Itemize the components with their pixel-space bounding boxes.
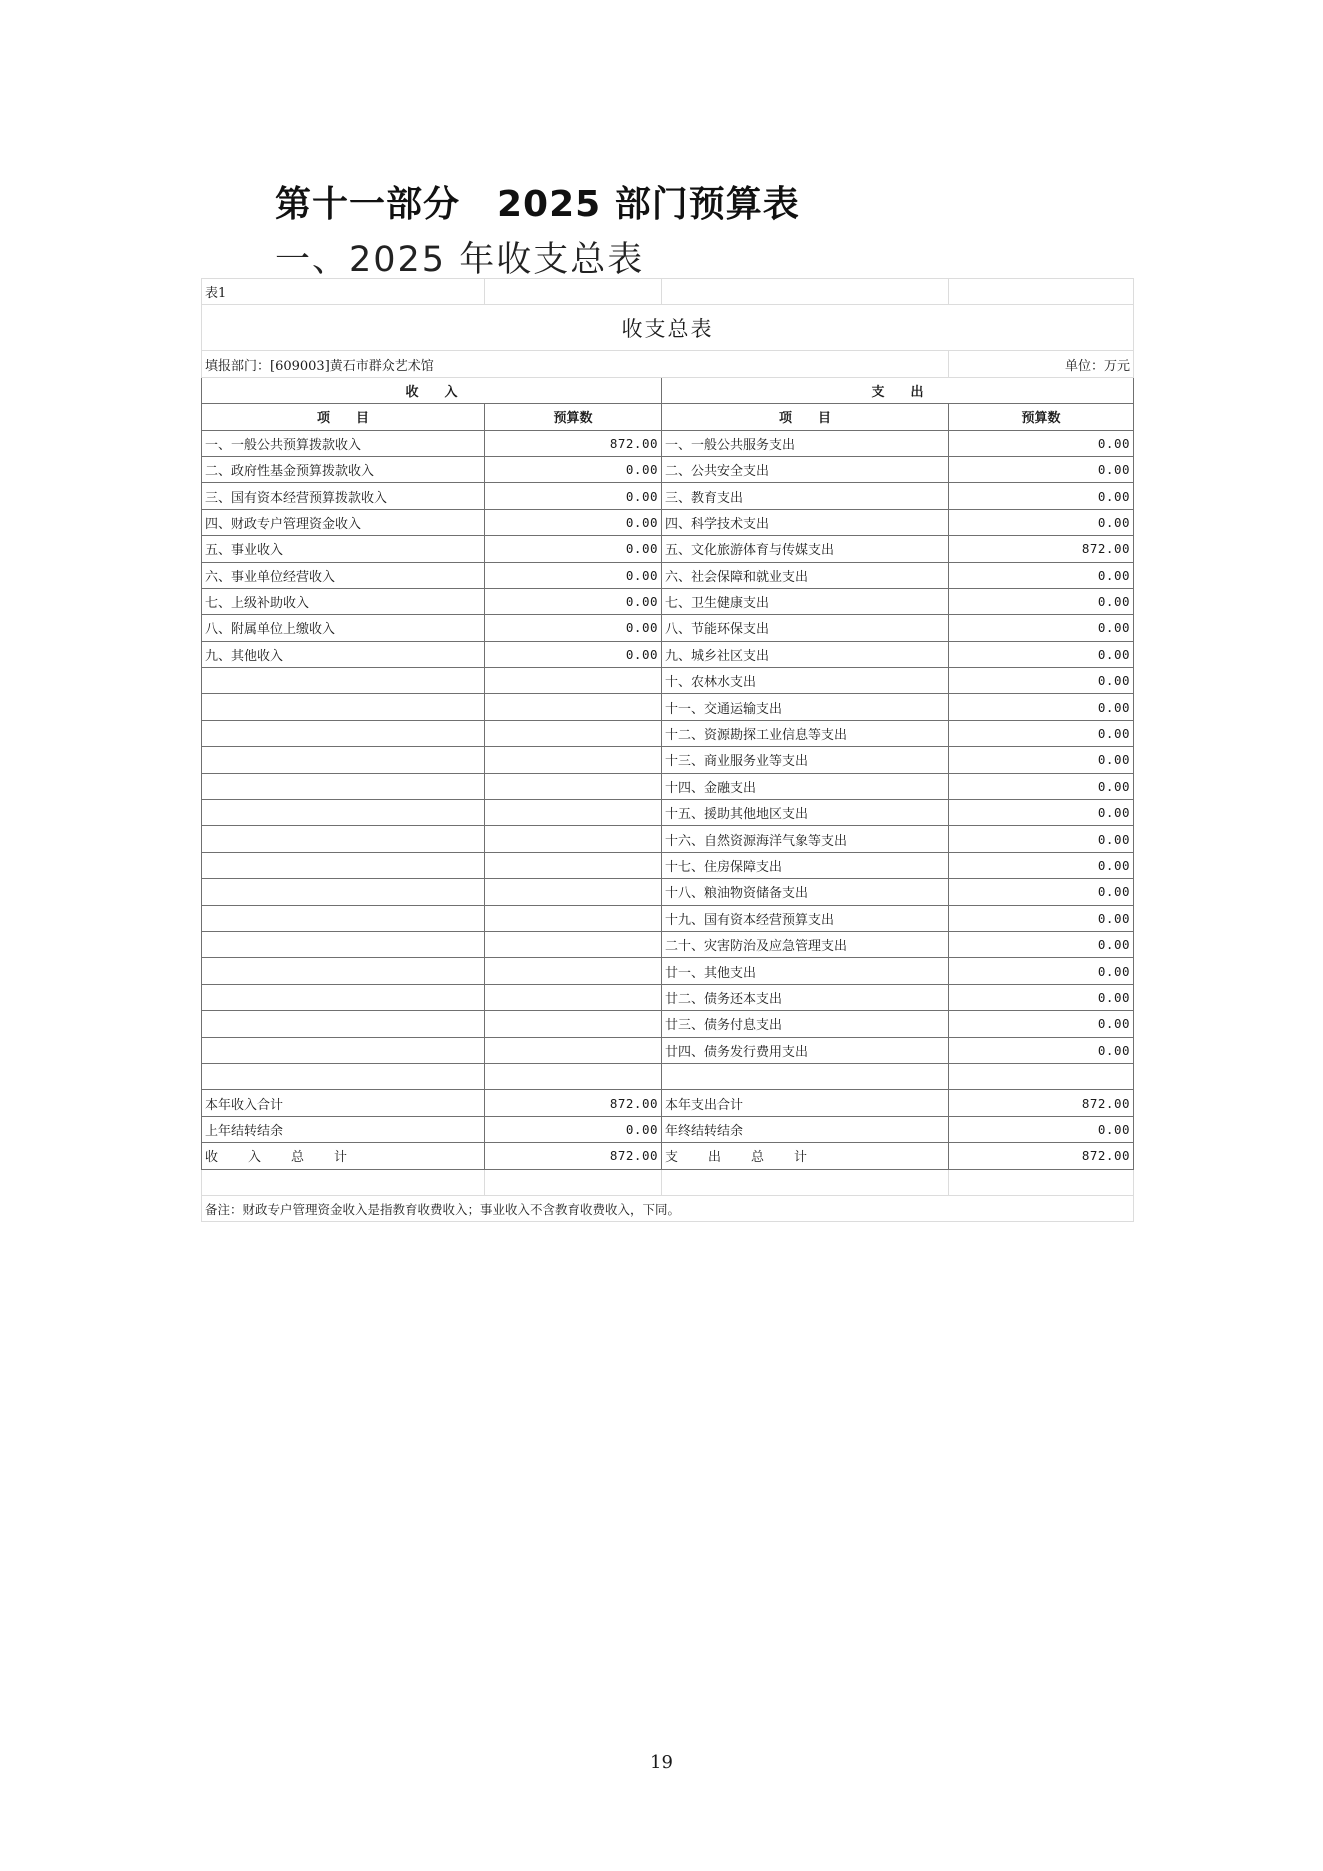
expense-item: 三、教育支出 bbox=[662, 483, 949, 509]
income-item: 九、其他收入 bbox=[202, 641, 485, 667]
income-item bbox=[202, 747, 485, 773]
expense-item: 十二、资源勘探工业信息等支出 bbox=[662, 720, 949, 746]
department-label: 填报部门：[609003]黄石市群众艺术馆 bbox=[202, 351, 949, 377]
expense-item: 廿一、其他支出 bbox=[662, 958, 949, 984]
total-income-value: 872.00 bbox=[485, 1090, 662, 1116]
page-number: 19 bbox=[650, 1752, 673, 1773]
expense-item: 廿三、债务付息支出 bbox=[662, 1011, 949, 1037]
total-expense-label: 支出总计 bbox=[662, 1143, 949, 1169]
income-value: 0.00 bbox=[485, 588, 662, 614]
total-expense-label: 本年支出合计 bbox=[662, 1090, 949, 1116]
expense-item: 十七、住房保障支出 bbox=[662, 852, 949, 878]
expense-value: 0.00 bbox=[949, 879, 1134, 905]
income-item: 六、事业单位经营收入 bbox=[202, 562, 485, 588]
table-row bbox=[202, 430, 1134, 456]
table-row bbox=[202, 931, 1134, 957]
income-item bbox=[202, 668, 485, 694]
expense-item: 十一、交通运输支出 bbox=[662, 694, 949, 720]
income-value bbox=[485, 800, 662, 826]
expense-item: 十九、国有资本经营预算支出 bbox=[662, 905, 949, 931]
table-row bbox=[202, 852, 1134, 878]
total-expense-value: 0.00 bbox=[949, 1116, 1134, 1142]
expense-value bbox=[949, 1063, 1134, 1089]
table-row bbox=[202, 641, 1134, 667]
income-value: 0.00 bbox=[485, 509, 662, 535]
expense-item: 二十、灾害防治及应急管理支出 bbox=[662, 931, 949, 957]
income-value bbox=[485, 1037, 662, 1063]
total-income-label: 收入总计 bbox=[202, 1143, 485, 1169]
expense-value: 0.00 bbox=[949, 456, 1134, 482]
expense-item: 十八、粮油物资储备支出 bbox=[662, 879, 949, 905]
expense-value: 0.00 bbox=[949, 641, 1134, 667]
expense-value: 0.00 bbox=[949, 509, 1134, 535]
expense-value: 0.00 bbox=[949, 430, 1134, 456]
expense-value: 0.00 bbox=[949, 852, 1134, 878]
income-value bbox=[485, 958, 662, 984]
expense-item: 五、文化旅游体育与传媒支出 bbox=[662, 536, 949, 562]
table-row bbox=[202, 747, 1134, 773]
expense-value: 872.00 bbox=[949, 536, 1134, 562]
income-item bbox=[202, 773, 485, 799]
income-item: 八、附属单位上缴收入 bbox=[202, 615, 485, 641]
income-item bbox=[202, 984, 485, 1010]
table-row bbox=[202, 615, 1134, 641]
total-expense-value: 872.00 bbox=[949, 1143, 1134, 1169]
income-item: 四、财政专户管理资金收入 bbox=[202, 509, 485, 535]
note-row bbox=[202, 1195, 1134, 1221]
budget-sheet bbox=[201, 278, 1133, 1222]
income-value: 0.00 bbox=[485, 483, 662, 509]
total-income-label: 本年收入合计 bbox=[202, 1090, 485, 1116]
expense-item: 四、科学技术支出 bbox=[662, 509, 949, 535]
table-row bbox=[202, 984, 1134, 1010]
expense-item: 廿二、债务还本支出 bbox=[662, 984, 949, 1010]
income-item bbox=[202, 1011, 485, 1037]
income-item bbox=[202, 905, 485, 931]
table-row bbox=[202, 1063, 1134, 1089]
income-item: 一、一般公共预算拨款收入 bbox=[202, 430, 485, 456]
income-item bbox=[202, 958, 485, 984]
expense-value: 0.00 bbox=[949, 931, 1134, 957]
expense-item: 十四、金融支出 bbox=[662, 773, 949, 799]
income-value bbox=[485, 931, 662, 957]
income-item: 五、事业收入 bbox=[202, 536, 485, 562]
table-title-row bbox=[202, 305, 1134, 351]
total-income-value: 0.00 bbox=[485, 1116, 662, 1142]
income-value: 0.00 bbox=[485, 562, 662, 588]
income-value: 0.00 bbox=[485, 641, 662, 667]
table-row bbox=[202, 773, 1134, 799]
income-value: 872.00 bbox=[485, 430, 662, 456]
income-section-header: 收 入 bbox=[202, 377, 662, 403]
income-value: 0.00 bbox=[485, 536, 662, 562]
income-item-header: 项 目 bbox=[202, 404, 485, 430]
expense-value: 0.00 bbox=[949, 958, 1134, 984]
section-heading: 一、2025 年收支总表 bbox=[275, 240, 645, 280]
income-item bbox=[202, 852, 485, 878]
expense-item: 二、公共安全支出 bbox=[662, 456, 949, 482]
table-row bbox=[202, 562, 1134, 588]
expense-value: 0.00 bbox=[949, 747, 1134, 773]
total-row bbox=[202, 1116, 1134, 1142]
income-value bbox=[485, 694, 662, 720]
expense-item: 十六、自然资源海洋气象等支出 bbox=[662, 826, 949, 852]
table-row bbox=[202, 694, 1134, 720]
table-row bbox=[202, 1037, 1134, 1063]
income-value bbox=[485, 905, 662, 931]
table-row bbox=[202, 800, 1134, 826]
expense-value: 0.00 bbox=[949, 720, 1134, 746]
income-item: 七、上级补助收入 bbox=[202, 588, 485, 614]
table-row bbox=[202, 483, 1134, 509]
expense-item: 廿四、债务发行费用支出 bbox=[662, 1037, 949, 1063]
income-expense-table bbox=[201, 278, 1134, 1222]
table-row bbox=[202, 879, 1134, 905]
income-value bbox=[485, 879, 662, 905]
expense-item: 六、社会保障和就业支出 bbox=[662, 562, 949, 588]
income-item bbox=[202, 720, 485, 746]
expense-value: 0.00 bbox=[949, 615, 1134, 641]
expense-item: 八、节能环保支出 bbox=[662, 615, 949, 641]
expense-value: 0.00 bbox=[949, 773, 1134, 799]
expense-item: 七、卫生健康支出 bbox=[662, 588, 949, 614]
part-heading: 第十一部分 2025 部门预算表 bbox=[275, 184, 800, 225]
total-row bbox=[202, 1090, 1134, 1116]
income-item bbox=[202, 800, 485, 826]
total-expense-value: 872.00 bbox=[949, 1090, 1134, 1116]
income-value: 0.00 bbox=[485, 456, 662, 482]
income-value bbox=[485, 852, 662, 878]
income-item bbox=[202, 1063, 485, 1089]
expense-value: 0.00 bbox=[949, 984, 1134, 1010]
expense-item: 一、一般公共服务支出 bbox=[662, 430, 949, 456]
table-row bbox=[202, 905, 1134, 931]
total-income-value: 872.00 bbox=[485, 1143, 662, 1169]
total-expense-label: 年终结转结余 bbox=[662, 1116, 949, 1142]
table-note: 备注：财政专户管理资金收入是指教育收费收入；事业收入不含教育收费收入，下同。 bbox=[202, 1195, 1134, 1221]
expense-item-header: 项 目 bbox=[662, 404, 949, 430]
expense-value: 0.00 bbox=[949, 905, 1134, 931]
blank-row bbox=[202, 1169, 1134, 1195]
income-value bbox=[485, 984, 662, 1010]
income-item: 三、国有资本经营预算拨款收入 bbox=[202, 483, 485, 509]
expense-item: 十三、商业服务业等支出 bbox=[662, 747, 949, 773]
income-budget-header: 预算数 bbox=[485, 404, 662, 430]
expense-item: 十五、援助其他地区支出 bbox=[662, 800, 949, 826]
table-row bbox=[202, 456, 1134, 482]
table-title: 收支总表 bbox=[202, 305, 1134, 351]
column-header-row bbox=[202, 404, 1134, 430]
income-item bbox=[202, 931, 485, 957]
table-row bbox=[202, 536, 1134, 562]
income-item: 二、政府性基金预算拨款收入 bbox=[202, 456, 485, 482]
expense-item bbox=[662, 1063, 949, 1089]
expense-value: 0.00 bbox=[949, 826, 1134, 852]
table-row bbox=[202, 958, 1134, 984]
table-row bbox=[202, 588, 1134, 614]
expense-item: 九、城乡社区支出 bbox=[662, 641, 949, 667]
table-row bbox=[202, 668, 1134, 694]
income-value: 0.00 bbox=[485, 615, 662, 641]
unit-label: 单位：万元 bbox=[949, 351, 1134, 377]
table-row bbox=[202, 1011, 1134, 1037]
department-row bbox=[202, 351, 1134, 377]
income-value bbox=[485, 826, 662, 852]
income-value bbox=[485, 1011, 662, 1037]
income-value bbox=[485, 773, 662, 799]
total-income-label: 上年结转结余 bbox=[202, 1116, 485, 1142]
section-header-row bbox=[202, 377, 1134, 403]
table-row bbox=[202, 509, 1134, 535]
expense-item: 十、农林水支出 bbox=[662, 668, 949, 694]
income-item bbox=[202, 879, 485, 905]
expense-value: 0.00 bbox=[949, 483, 1134, 509]
income-value bbox=[485, 720, 662, 746]
expense-value: 0.00 bbox=[949, 562, 1134, 588]
table-row bbox=[202, 720, 1134, 746]
expense-value: 0.00 bbox=[949, 800, 1134, 826]
expense-section-header: 支 出 bbox=[662, 377, 1134, 403]
income-value bbox=[485, 747, 662, 773]
income-item bbox=[202, 1037, 485, 1063]
expense-value: 0.00 bbox=[949, 1037, 1134, 1063]
expense-value: 0.00 bbox=[949, 1011, 1134, 1037]
total-row bbox=[202, 1143, 1134, 1169]
expense-value: 0.00 bbox=[949, 694, 1134, 720]
expense-value: 0.00 bbox=[949, 668, 1134, 694]
income-item bbox=[202, 826, 485, 852]
table-number-row bbox=[202, 279, 1134, 305]
income-value bbox=[485, 1063, 662, 1089]
table-row bbox=[202, 826, 1134, 852]
expense-value: 0.00 bbox=[949, 588, 1134, 614]
income-value bbox=[485, 668, 662, 694]
table-number: 表1 bbox=[202, 279, 485, 305]
income-item bbox=[202, 694, 485, 720]
expense-budget-header: 预算数 bbox=[949, 404, 1134, 430]
